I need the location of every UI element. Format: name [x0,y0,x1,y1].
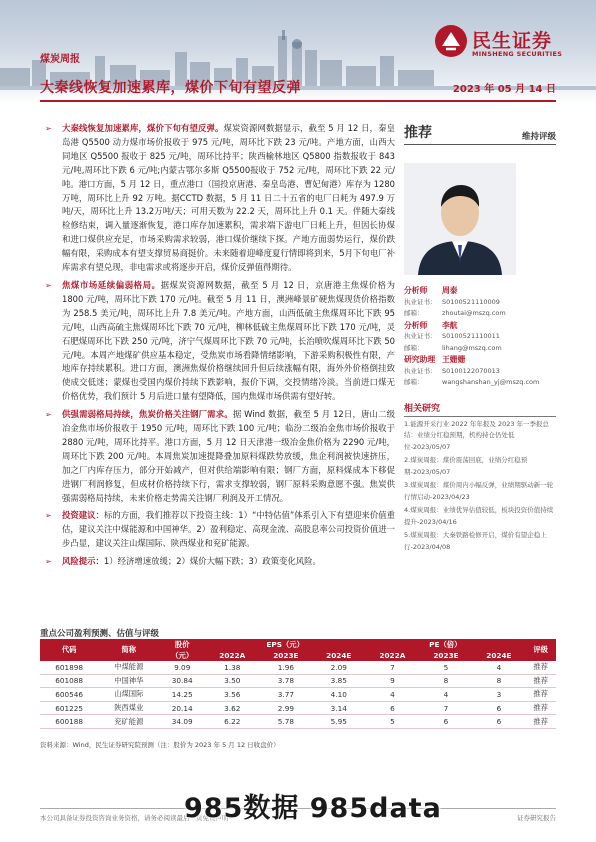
related-research-item[interactable]: 4.煤炭周报：业绩优异估值较低，板块投资价值持续提升-2023/04/16 [404,506,554,526]
paragraph-lead: 焦煤市场延续偏弱格局。 [62,279,161,290]
cell-eps: 3.77 [259,688,312,702]
bullet-arrow-icon: ➢ [45,511,52,521]
report-date: 2023 年 05 月 14 日 [452,84,556,95]
paragraph-text: 煤炭资源网数据显示，截至 5 月 12 日，秦皇岛港 Q5500 动力煤市场价报收于 975 元/吨，周环比下跌 23 元/吨。产地方面，山西大同地区 Q5500 报收于 825 元/吨，周环比持平；陕西榆林地区 Q5800 指数报收于 843 元/吨,周环比下跌 6 元/吨;内蒙古鄂尔多斯 Q5500报收于 752 元/吨，周环比下跌 22 元/吨。港口方面，5 月 12 日，重点港口（国投京唐港、秦皇岛港、曹妃甸港）库存为 1280 万吨，周环比上升 92 万吨。据CCTD 数据，5 月 11 日二十五省的电厂日耗为 497.9 万吨/天，周环比上升 13.2万吨/天；可用天数为 22.2 天，周环比上升 0.1 天。伴随大秦线检修结束，调入量逐渐恢复，港口库存加速累积，需求端下游电厂日耗上升，但因长协煤和进口煤供应充足，市场采购需求较弱，港口煤价继续下探。产地方面弱势运行，煤价跌幅有限，采购成本有望支撑贸易商挺价。未来随着迎峰度夏行情即将到来，5月下旬电厂补库需求有望兑现，非电需求或将逐步开启，煤价反弹值得期待。 [62,123,395,273]
cell-name: 陕西煤业 [98,701,159,715]
paragraph-text: 标的方面，我们推荐以下投资主线：1）“中特估值”体系引入下有望迎来价值重估，建议关注中煤能源和中国神华。2）盈利稳定、高现金流、高股息率公司投资价值进一步凸显，建议关注山煤国际、陕西煤业和兖矿能源。 [62,510,395,549]
report-category: 煤炭周报 [40,54,80,65]
cell-pe: 3 [472,688,525,702]
related-research-item[interactable]: 2.煤炭周报：煤价震荡回底，业绩分红稳预期-2023/05/07 [404,456,528,476]
table-row [40,661,556,674]
analyst-role: 分析师 [404,320,428,330]
cell-pe: 6 [472,701,525,715]
cell-pe: 6 [420,715,473,729]
report-title: 大秦线恢复加速累库，煤价下旬有望反弹 [40,80,301,96]
table-source-note: 资料来源：Wind，民生证券研究院预测（注：股价为 2023 年 5 月 12 日收盘价） [40,741,280,749]
paragraph-text: 1）经济增速放缓；2）煤价大幅下跌；3）政策变化风险。 [103,556,321,567]
paragraph-text: 据 Wind 数据，截至 5 月 12日，唐山二级冶金焦市场价报收于 1950 元/吨，周环比下跌 100 元/吨；临汾二级冶金焦市场价报收于 2880 元/吨，周环比持平。港口方面，5 月 12 日天津港一级冶金焦价格为 2290 元/吨，周环比下跌 200 元/吨。本周焦炭加速提降叠加原料煤跌势放缓，焦企利润被快速挤压，加之厂内库存压力，部分开始减产，但对供给端影响有限；钢厂方面，原料煤成本下移促进钢厂利润修复，但成材价格持续下行，需求支撑较弱，钢厂原料采购意愿不强。焦炭供强需弱格局持续，未来价格走势需关注钢厂利润及开工情况。 [62,409,396,503]
cell-rating: 推荐 [525,674,556,688]
table-row [40,701,556,715]
cell-code: 601898 [40,661,98,674]
cell-name: 中煤能源 [98,661,159,674]
bullet-arrow-icon: ➢ [45,410,52,420]
sidebar [404,122,556,553]
cell-pe: 5 [420,661,473,674]
cell-rating: 推荐 [525,701,556,715]
cell-rating: 推荐 [525,688,556,702]
cell-eps: 2.09 [312,661,365,674]
col-name: 简称 [98,639,159,661]
paragraph-coking-coal [40,279,395,404]
analyst-email[interactable]: zhoutai@mszq.com [442,309,506,317]
cell-eps: 6.22 [205,715,259,729]
cell-pe: 4 [420,688,473,702]
logo-text-cn: 民生证券 [472,30,553,52]
cert-label: 执业证书： [404,366,437,375]
rating-title: 推荐 [404,125,432,141]
table-row [40,674,556,688]
analyst-role: 分析师 [404,286,428,295]
paragraph-lead: 投资建议： [62,510,104,521]
col-eps-2022: 2022A [205,650,259,661]
cell-name: 山煤国际 [98,688,159,702]
cell-code: 601225 [40,701,98,715]
analyst-email[interactable]: lihang@mszq.com [442,343,502,352]
logo-text-en: MINSHENG SECURITIES [472,50,563,58]
cell-eps: 3.14 [312,701,365,715]
bullet-arrow-icon: ➢ [45,557,52,567]
cell-price: 20.14 [159,701,205,715]
cell-eps: 5.95 [312,715,365,729]
col-pe: PE（倍） [365,639,525,650]
email-label: 邮箱： [404,343,424,352]
cell-pe: 8 [472,674,525,688]
cert-number: S0100122070013 [442,366,500,375]
cell-pe: 9 [365,674,419,688]
email-label: 邮箱： [404,378,424,386]
analyst-list [404,285,556,389]
cell-eps: 3.85 [312,674,365,688]
rating-box [404,122,556,145]
cell-pe: 4 [472,661,525,674]
related-research-item[interactable]: 5.煤炭周报：大秦铁路检修开启，煤价有望企稳上行-2023/04/08 [404,531,547,551]
cell-eps: 2.99 [259,701,312,715]
rating-value: 维持评级 [521,132,556,142]
table-row [40,715,556,729]
paragraph-text: 据煤炭资源网数据，截至 5 月 12 日，京唐港主焦煤价格为 1800 元/吨，周环比下跌 170 元/吨。截至 5 月 11 日，澳洲峰景矿硬焦煤现货价格指数为 258.5 美元/吨，周环比上升 7.8 美元/吨。产地方面，山西低硫主焦煤周环比下跌 95 元/吨，山西高硫主焦煤周环比下跌 70 元/吨，柳林低硫主焦煤周环比下跌 170 元/吨，灵石肥煤周环比下跌 250 元/吨，济宁气煤周环比下跌 70 元/吨，长治喷吹煤周环比下跌 50 元/吨。本周产地煤矿供应基本稳定，受焦炭市场看降情绪影响，下游采购积极性有限，产地库存持续累积。进口方面，澳洲焦煤价格继续回升但后续涨幅有限，海外外价格倒挂致使成交低迷；蒙煤也受国内煤价持续下跌影响，报价下调，交投情绪冷淡。当前进口煤无价格优势，我们预计 5 月后进口量有望降低，国内焦煤市场供需有望好转。 [62,279,396,402]
col-code: 代码 [40,639,98,661]
email-label: 邮箱： [404,309,424,317]
analyst-1 [404,285,556,320]
cell-rating: 推荐 [525,661,556,674]
paragraph-investment [40,509,395,551]
cell-eps: 3.56 [205,688,259,702]
cell-price: 30.84 [159,674,205,688]
cell-price: 9.09 [159,661,205,674]
analyst-email[interactable]: wangshanshan_yj@mszq.com [442,378,540,386]
paragraph-lead: 风险提示： [62,556,104,567]
related-research-item[interactable]: 1.能源开采行业 2022 年年报及 2023 年一季报总结：业绩分红稳预期，机构持仓仍处低位-2023/05/07 [404,419,550,451]
cell-pe: 7 [365,661,419,674]
footer-disclaimer: 本公司具备证券投资咨询业务资格，请务必阅读最后一页免责声明 [40,814,229,822]
cert-number: S0100521110011 [442,332,500,340]
cell-price: 14.25 [159,688,205,702]
logo-mark-icon [434,24,468,58]
cell-rating: 推荐 [525,715,556,729]
cell-name: 兖矿能源 [98,715,159,729]
cell-name: 中国神华 [98,674,159,688]
watermark: 985数据 985data [184,793,442,824]
cell-pe: 8 [420,674,473,688]
cell-code: 600188 [40,715,98,729]
analyst-name: 周泰 [442,286,458,295]
cell-pe: 7 [420,701,473,715]
col-pe-2022: 2022A [365,650,419,661]
col-price: 股价 [159,639,205,650]
cell-pe: 6 [472,715,525,729]
paragraph-lead: 供强需弱格局持续，焦炭价格关注钢厂需求。 [62,409,233,420]
analyst-name: 李航 [442,320,458,330]
cell-eps: 5.78 [259,715,312,729]
cell-pe: 4 [365,688,419,702]
cell-eps: 3.78 [259,674,312,688]
cell-eps: 1.38 [205,661,259,674]
col-price-unit: （元） [159,650,205,661]
cell-pe: 5 [365,715,419,729]
table-row [40,688,556,702]
cell-eps: 3.50 [205,674,259,688]
cell-code: 601088 [40,674,98,688]
cert-label: 执业证书： [404,297,437,306]
cell-code: 600546 [40,688,98,702]
analyst-3 [404,354,556,389]
paragraph-coke [40,408,395,505]
related-research-title: 相关研究 [404,401,556,417]
col-pe-2024: 2024E [472,650,525,661]
footer-report-label: 证券研究报告 [517,814,556,822]
cell-eps: 3.62 [205,701,259,715]
col-eps-2023: 2023E [259,650,312,661]
bullet-arrow-icon: ➢ [45,280,52,290]
col-eps-2024: 2024E [312,650,365,661]
cert-label: 执业证书： [404,332,437,340]
title-divider [40,100,556,102]
cell-eps: 1.96 [259,661,312,674]
related-research-item[interactable]: 3.煤炭周报：煤价周内小幅反弹，业绩期驱动新一轮行情启动-2023/04/23 [404,481,554,501]
analyst-photo [404,163,516,275]
analyst-role: 研究助理 [404,355,436,364]
paragraph-lead: 大秦线恢复加速累库，煤价下旬有望反弹。 [62,123,224,133]
paragraph-thermal-coal [40,122,395,275]
cell-eps: 4.10 [312,688,365,702]
cert-number: S0100521110009 [442,297,500,306]
forecast-table [40,639,556,729]
cell-price: 34.09 [159,715,205,729]
analyst-2 [404,320,556,355]
minsheng-logo [432,24,592,64]
main-body [40,122,395,573]
col-eps: EPS（元） [205,639,365,650]
cell-pe: 6 [365,701,419,715]
paragraph-risk [40,555,395,569]
bullet-arrow-icon: ➢ [45,124,52,133]
table-title: 重点公司盈利预测、估值与评级 [40,629,160,639]
analyst-name: 王姗姗 [442,355,466,364]
col-rating: 评级 [525,639,556,661]
col-pe-2023: 2023E [420,650,473,661]
